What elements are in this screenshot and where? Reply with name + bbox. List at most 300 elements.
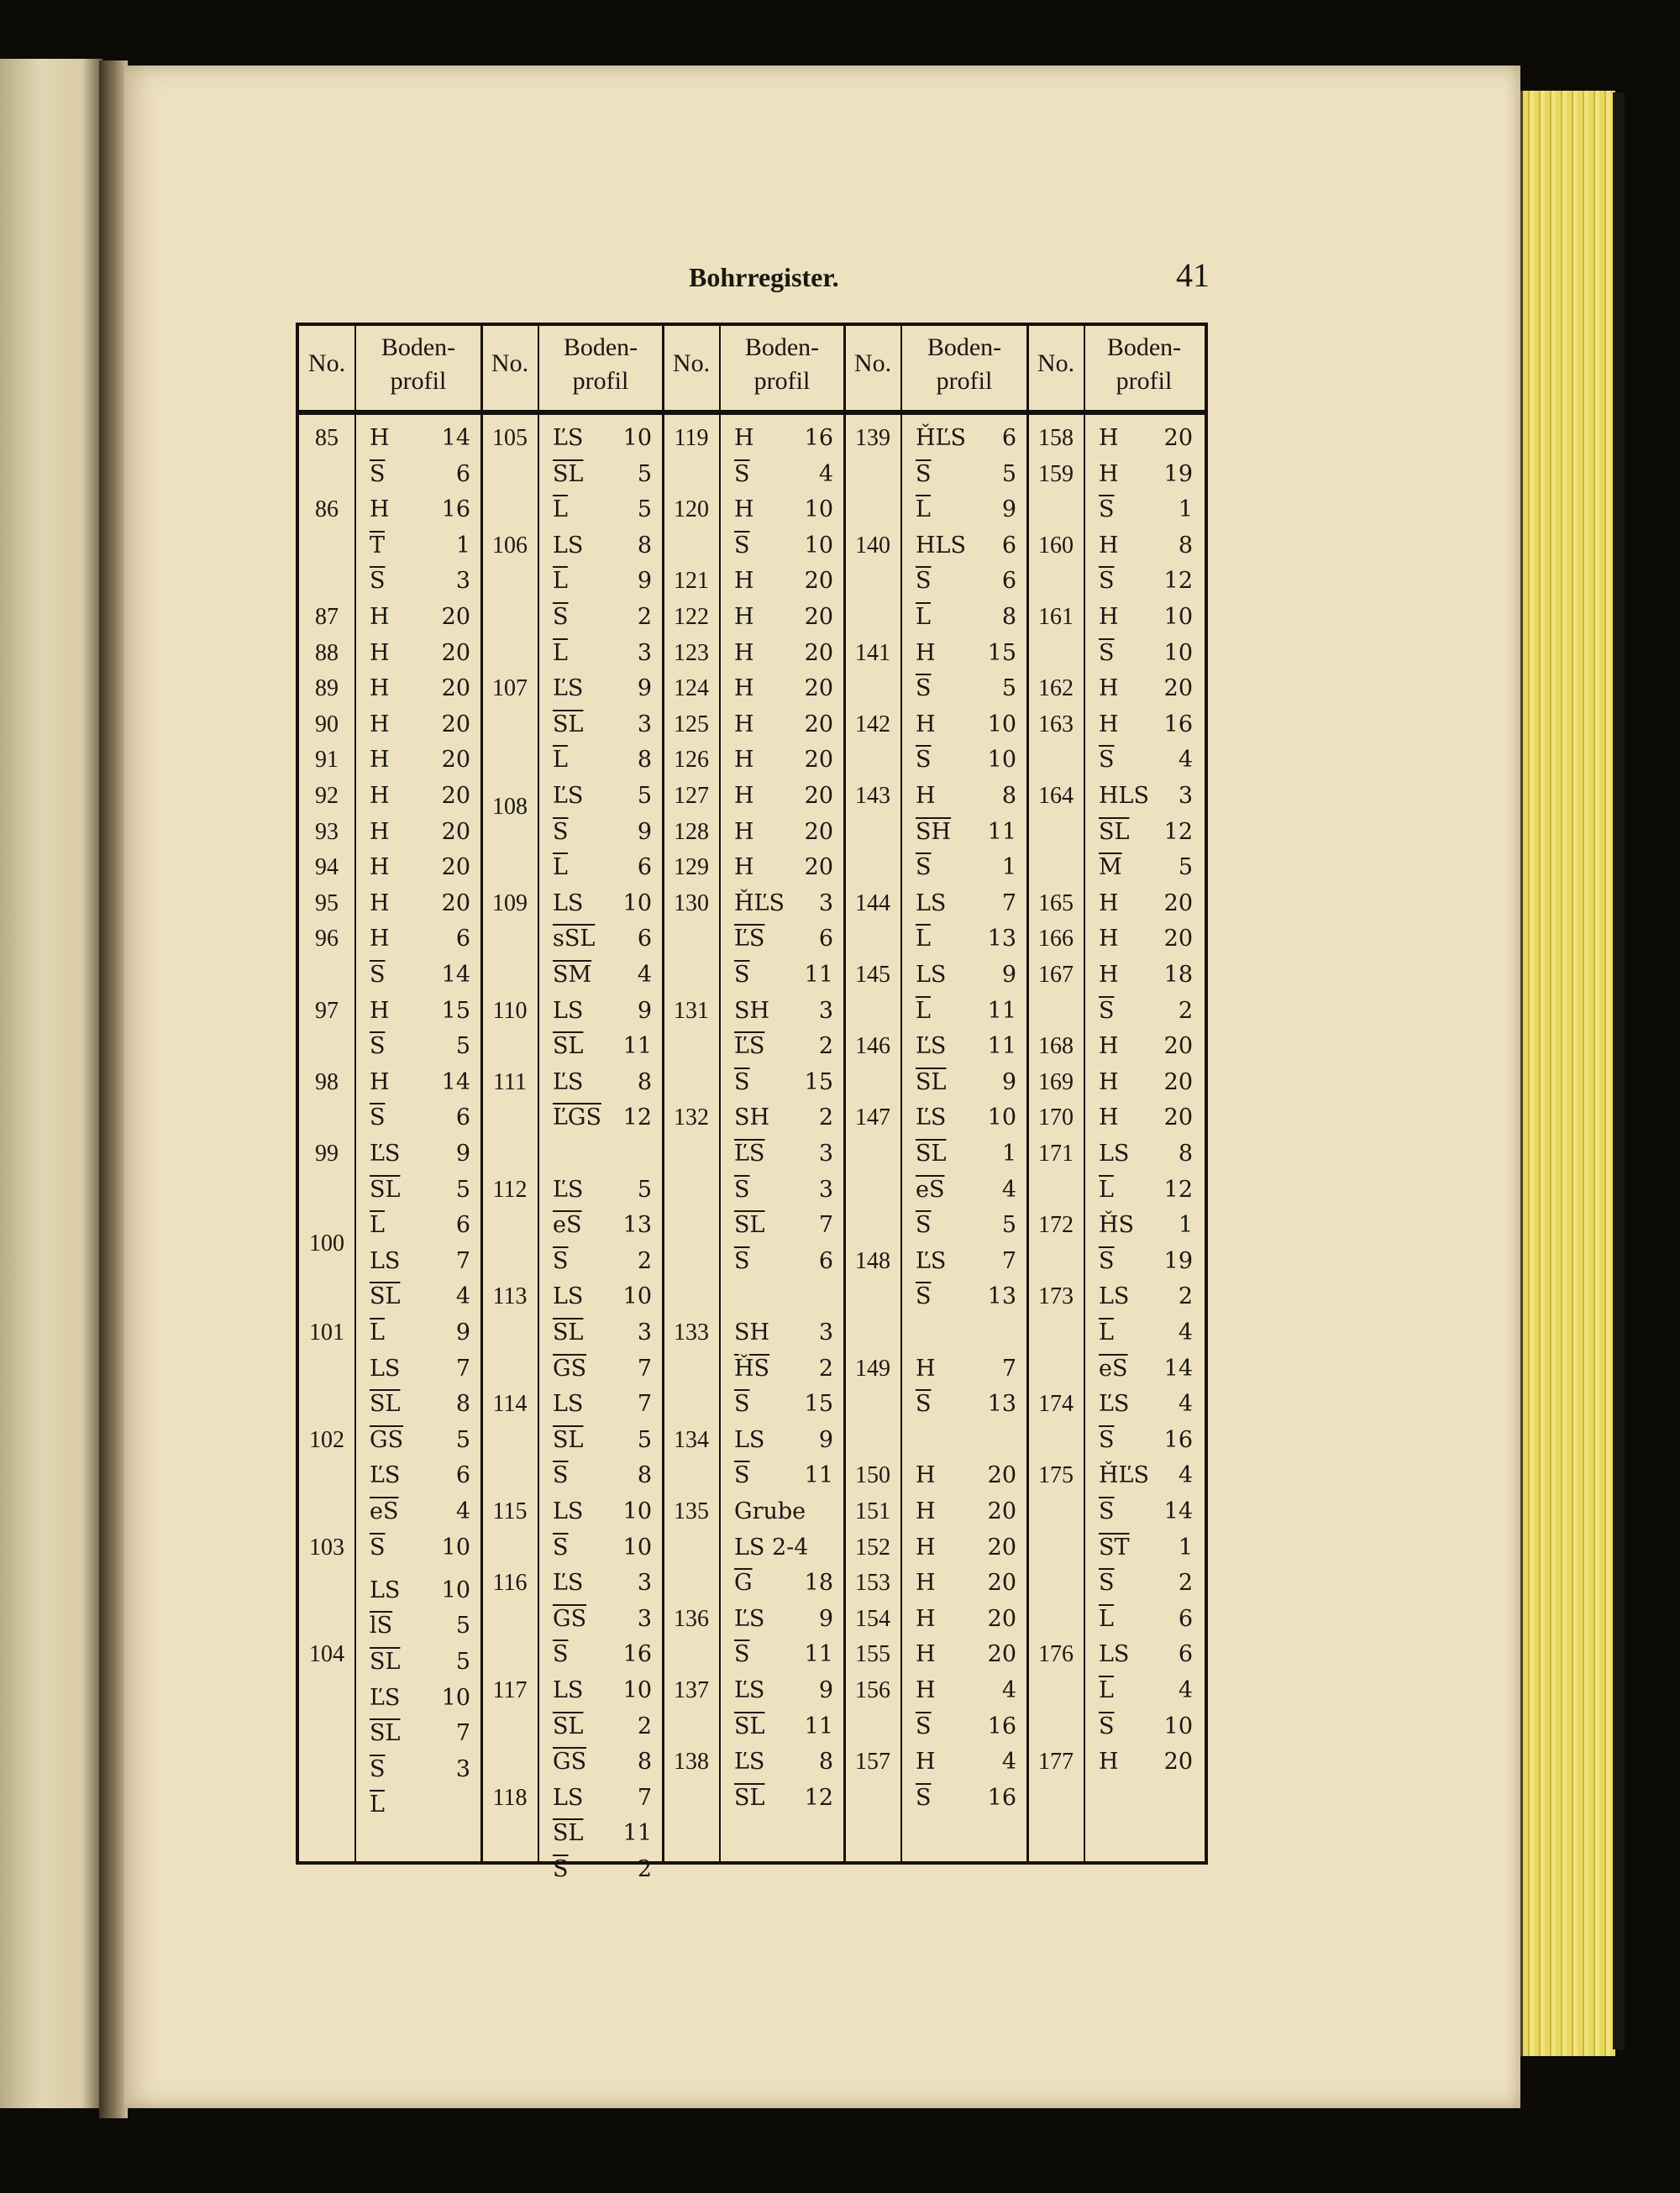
profile-entry <box>719 711 845 738</box>
profile-entry <box>900 819 1028 846</box>
soil-code: $\overline{S}$ <box>370 962 386 988</box>
profile-entry <box>354 1535 482 1561</box>
depth-value: 5 <box>455 1033 470 1060</box>
profile-entry <box>900 604 1028 631</box>
boring-number: 108 <box>492 793 528 820</box>
depth-value: 20 <box>1163 889 1193 916</box>
boring-number: 160 <box>1038 532 1074 559</box>
depth-value: 8 <box>1001 604 1016 630</box>
profile-entry <box>719 747 845 774</box>
soil-code: $\overline{S}$ <box>734 1641 750 1668</box>
boring-number: 157 <box>855 1749 890 1776</box>
boring-number: 125 <box>674 711 709 737</box>
soil-code: $\overline{SL}$ <box>370 1391 401 1418</box>
profile-entry <box>538 854 664 881</box>
soil-code: $\overline{SL}$ <box>1099 818 1130 845</box>
soil-code: SH <box>734 997 770 1024</box>
boring-number: 92 <box>315 783 339 809</box>
boring-number: 114 <box>492 1391 528 1418</box>
profile-entry <box>538 533 664 559</box>
profile-entry <box>538 568 664 595</box>
depth-value: 20 <box>1163 926 1193 952</box>
depth-value: 9 <box>637 675 652 702</box>
depth-value: 20 <box>804 568 833 595</box>
depth-value: 15 <box>987 639 1016 666</box>
soil-code: $\overline{S}$ <box>916 1391 932 1418</box>
depth-value: 9 <box>455 1141 470 1167</box>
soil-code: LS <box>553 997 584 1024</box>
soil-code: HLS <box>916 532 966 559</box>
profile-column-4 <box>900 326 1028 1861</box>
depth-value: 3 <box>637 711 652 737</box>
profile-entry <box>538 1356 664 1382</box>
profile-entry <box>900 1104 1028 1131</box>
soil-code: H <box>734 818 754 845</box>
group-rule <box>480 326 483 1861</box>
depth-value: 3 <box>637 1605 652 1632</box>
depth-value: 20 <box>441 818 470 845</box>
boring-number: 161 <box>1038 604 1074 630</box>
profile-entry <box>354 496 482 523</box>
boring-number: 130 <box>674 889 709 916</box>
header-line-2: profil <box>390 367 447 395</box>
soil-code: H <box>1099 926 1119 952</box>
depth-value: 7 <box>637 1784 652 1811</box>
depth-value: 10 <box>622 1283 652 1310</box>
soil-code: ĽS <box>370 1462 401 1489</box>
profile-entry <box>1084 1677 1205 1704</box>
depth-value: 6 <box>1001 568 1016 595</box>
depth-value: 7 <box>637 1355 652 1382</box>
soil-code: $\overline{SL}$ <box>734 1212 765 1239</box>
depth-value: 1 <box>1001 1141 1016 1167</box>
boring-number: 153 <box>855 1570 890 1597</box>
depth-value: 3 <box>637 1570 652 1597</box>
depth-value: 3 <box>818 889 833 916</box>
boring-number: 143 <box>855 783 890 809</box>
depth-value: 5 <box>637 496 652 523</box>
soil-code: $\overline{S}$ <box>553 1462 569 1489</box>
profile-entry <box>1084 1069 1205 1096</box>
soil-code: $\overline{S}$ <box>553 818 569 845</box>
no-column-1 <box>299 326 354 1861</box>
depth-value: 1 <box>1178 1212 1193 1239</box>
profile-entry <box>354 1033 482 1060</box>
profile-entry <box>538 819 664 846</box>
profile-column-1 <box>354 326 482 1861</box>
boring-number: 121 <box>674 568 709 595</box>
soil-code: $\overline{L}$ <box>553 854 568 881</box>
depth-value: 8 <box>1001 783 1016 809</box>
soil-code: $\overline{GS}$ <box>553 1355 587 1382</box>
boring-number: 147 <box>855 1104 890 1131</box>
soil-code: ȞĽS <box>1099 1462 1149 1489</box>
soil-code: $\overline{S}$ <box>916 675 932 702</box>
profile-entry <box>354 1248 482 1275</box>
depth-value: 5 <box>637 783 652 809</box>
soil-code: $\overline{SL}$ <box>370 1283 401 1310</box>
soil-code: LS <box>1099 1641 1130 1668</box>
boring-number: 131 <box>674 997 709 1024</box>
depth-value: 11 <box>987 818 1016 845</box>
profile-entry <box>719 568 845 595</box>
depth-value: 10 <box>1163 604 1193 630</box>
header-bodenprofil <box>719 331 845 398</box>
profile-entry <box>1084 425 1205 452</box>
profile-entry <box>354 1613 482 1640</box>
profile-entry <box>354 533 482 559</box>
soil-code: $\overline{SL}$ <box>370 1720 401 1747</box>
profile-entry <box>900 1713 1028 1740</box>
boring-number: 118 <box>492 1784 528 1811</box>
soil-code: $\overline{S}$ <box>916 854 932 881</box>
depth-value: 20 <box>1163 675 1193 702</box>
soil-code: $\overline{L}$ <box>916 926 931 952</box>
soil-code: $\overline{L}$ <box>1099 1176 1114 1203</box>
soil-code: $\overline{S}$ <box>916 1784 932 1811</box>
soil-code: $\overline{SL}$ <box>916 1068 947 1095</box>
profile-entry <box>900 1356 1028 1382</box>
depth-value: 18 <box>804 1570 833 1597</box>
profile-entry <box>354 1577 482 1604</box>
profile-entry <box>1084 1391 1205 1418</box>
boring-number: 109 <box>492 889 528 916</box>
depth-value: 18 <box>1163 962 1193 988</box>
profile-entry <box>719 1177 845 1204</box>
depth-value: 2 <box>818 1033 833 1060</box>
profile-entry <box>900 1785 1028 1812</box>
depth-value: 10 <box>441 1534 470 1561</box>
soil-code: H <box>916 639 936 666</box>
profile-entry <box>354 425 482 452</box>
depth-value: 13 <box>987 1283 1016 1310</box>
soil-code: $\overline{M}$ <box>1099 854 1122 881</box>
soil-code: $\overline{L}$ <box>553 639 568 666</box>
depth-value: 20 <box>804 747 833 774</box>
boring-number: 99 <box>315 1141 339 1167</box>
soil-code: $\overline{S}$ <box>916 747 932 774</box>
soil-code: H <box>370 854 390 881</box>
depth-value: 20 <box>987 1570 1016 1597</box>
boring-number: 115 <box>492 1498 528 1524</box>
depth-value: 8 <box>637 747 652 774</box>
soil-code: $\overline{SL}$ <box>553 1426 584 1453</box>
depth-value: 2 <box>818 1355 833 1382</box>
soil-code: HLS <box>1099 783 1149 809</box>
profile-entry <box>1084 1570 1205 1597</box>
boring-number: 128 <box>674 818 709 845</box>
profile-entry <box>538 1427 664 1454</box>
boring-number: 101 <box>309 1319 344 1346</box>
soil-code: H <box>734 568 754 595</box>
depth-value: 20 <box>804 783 833 809</box>
inner-rule <box>538 326 539 1861</box>
depth-value: 20 <box>1163 1749 1193 1776</box>
profile-entry <box>900 1535 1028 1561</box>
soil-code: $\overline{S}$ <box>916 1713 932 1739</box>
header-no: No. <box>1037 349 1075 377</box>
soil-code: LS <box>553 1498 584 1524</box>
soil-code: ĽS <box>370 1141 401 1167</box>
depth-value: 12 <box>1163 1176 1193 1203</box>
soil-code: H <box>734 639 754 666</box>
no-column-2 <box>482 326 538 1861</box>
profile-entry <box>900 675 1028 702</box>
soil-code: $\overline{sSL}$ <box>553 926 596 952</box>
boring-number: 155 <box>855 1641 890 1668</box>
depth-value: 19 <box>1163 1247 1193 1274</box>
soil-code: $\overline{S}$ <box>553 1534 569 1561</box>
boring-number: 140 <box>855 532 890 559</box>
profile-entry <box>719 1319 845 1346</box>
depth-value: 7 <box>1001 889 1016 916</box>
depth-value: 5 <box>455 1426 470 1453</box>
boring-number: 149 <box>855 1355 890 1382</box>
soil-code: $\overline{ST}$ <box>1099 1534 1130 1561</box>
soil-code: ĽS <box>553 1176 584 1203</box>
depth-value: 15 <box>804 1391 833 1418</box>
profile-entry <box>719 1104 845 1131</box>
depth-value: 10 <box>441 1577 470 1603</box>
soil-code: H <box>916 1641 936 1668</box>
depth-value: 6 <box>455 1462 470 1489</box>
soil-code: H <box>370 496 390 523</box>
boring-number: 145 <box>855 962 890 988</box>
profile-entry <box>354 1177 482 1204</box>
depth-value: 20 <box>441 783 470 809</box>
depth-value: 6 <box>818 1247 833 1274</box>
boring-number: 152 <box>855 1534 890 1561</box>
depth-value: 16 <box>441 496 470 523</box>
soil-code: $\overline{SL}$ <box>370 1176 401 1203</box>
depth-value: 3 <box>637 639 652 666</box>
soil-code: LS <box>370 1355 401 1382</box>
profile-entry <box>1084 1356 1205 1382</box>
depth-value: 14 <box>441 962 470 988</box>
boring-number: 87 <box>315 604 339 630</box>
soil-code: LS <box>1099 1283 1130 1310</box>
soil-code: $\overline{S}$ <box>1099 1247 1115 1274</box>
boring-number: 127 <box>674 783 709 809</box>
soil-code: $\overline{eS}$ <box>916 1176 945 1203</box>
profile-entry <box>354 1283 482 1310</box>
depth-value: 2 <box>637 1713 652 1739</box>
header-bodenprofil <box>354 331 482 398</box>
boring-number: 117 <box>492 1677 528 1703</box>
profile-entry <box>538 1856 664 1883</box>
boring-number: 175 <box>1038 1462 1074 1489</box>
soil-code: $\overline{SL}$ <box>553 1033 584 1060</box>
profile-entry <box>1084 998 1205 1025</box>
depth-value: 16 <box>804 425 833 451</box>
profile-entry <box>719 1248 845 1275</box>
profile-entry <box>719 819 845 846</box>
soil-code: $\overline{SM}$ <box>553 962 592 988</box>
depth-value: 4 <box>1001 1176 1016 1203</box>
soil-code: H <box>370 889 390 916</box>
soil-code: $\overline{S}$ <box>734 1068 750 1095</box>
profile-entry <box>354 1212 482 1239</box>
boring-number: 129 <box>674 854 709 881</box>
profile-column-2 <box>538 326 664 1882</box>
soil-code: $\overline{L}$ <box>916 604 931 630</box>
profile-entry <box>900 1749 1028 1776</box>
profile-entry <box>538 783 664 810</box>
depth-value: 20 <box>987 1462 1016 1489</box>
soil-code: ĽS <box>553 675 584 702</box>
depth-value: 16 <box>987 1784 1016 1811</box>
soil-code: ĽS <box>1099 1391 1130 1418</box>
soil-code: H <box>734 854 754 881</box>
depth-value: 10 <box>622 1677 652 1703</box>
profile-entry <box>1084 1248 1205 1275</box>
profile-entry <box>719 533 845 559</box>
soil-code: ȞĽS <box>916 425 966 451</box>
soil-code: H <box>1099 425 1119 451</box>
depth-value: 20 <box>987 1534 1016 1561</box>
profile-entry <box>538 1248 664 1275</box>
boring-number: 124 <box>674 675 709 702</box>
depth-value: 12 <box>1163 818 1193 845</box>
soil-code: $\overline{ĽS}$ <box>734 1033 765 1060</box>
soil-code: H <box>916 1749 936 1776</box>
profile-entry <box>354 926 482 952</box>
profile-entry <box>354 711 482 738</box>
boring-number: 88 <box>315 639 339 666</box>
profile-entry <box>354 675 482 702</box>
depth-value: 13 <box>622 1212 652 1239</box>
profile-entry <box>354 1391 482 1418</box>
soil-code: ȞĽS <box>734 889 785 916</box>
soil-code: H <box>370 711 390 737</box>
soil-code: $\overline{SL}$ <box>553 1820 584 1847</box>
profile-entry <box>538 496 664 523</box>
profile-entry <box>1084 1535 1205 1561</box>
header-line-2: profil <box>753 367 811 395</box>
boring-number: 176 <box>1038 1641 1074 1668</box>
profile-entry <box>1084 783 1205 810</box>
depth-value: 20 <box>1163 1068 1193 1095</box>
profile-entry <box>719 604 845 631</box>
depth-value: 9 <box>1001 962 1016 988</box>
soil-code: SH <box>734 1104 770 1131</box>
profile-entry <box>719 783 845 810</box>
profile-entry <box>538 747 664 774</box>
boring-number: 95 <box>315 889 339 916</box>
profile-entry <box>900 1248 1028 1275</box>
no-column-5 <box>1028 326 1084 1861</box>
depth-value: 11 <box>987 997 1016 1024</box>
soil-code: $\overline{S}$ <box>553 1856 569 1882</box>
soil-code: $\overline{SL}$ <box>916 1141 947 1167</box>
profile-entry <box>538 1104 664 1131</box>
profile-entry <box>900 1069 1028 1096</box>
profile-entry <box>900 1462 1028 1489</box>
profile-entry <box>719 1606 845 1633</box>
depth-value: 1 <box>1178 496 1193 523</box>
depth-value: 2 <box>637 1247 652 1274</box>
soil-code: H <box>916 1534 936 1561</box>
profile-entry <box>538 1677 664 1704</box>
soil-code: H <box>734 496 754 523</box>
profile-entry <box>354 1104 482 1131</box>
soil-code: $\overline{S}$ <box>734 962 750 988</box>
depth-value: 20 <box>1163 1104 1193 1131</box>
profile-entry <box>900 1177 1028 1204</box>
profile-entry <box>1084 747 1205 774</box>
soil-code: $\overline{eS}$ <box>553 1212 582 1239</box>
depth-value: 9 <box>1001 1068 1016 1095</box>
profile-entry <box>354 962 482 989</box>
boring-number: 133 <box>674 1319 709 1346</box>
soil-code: $\overline{S}$ <box>370 460 386 487</box>
depth-value: 7 <box>455 1247 470 1274</box>
depth-value: 14 <box>1163 1355 1193 1382</box>
profile-entry <box>538 1177 664 1204</box>
profile-entry <box>900 1283 1028 1310</box>
profile-entry <box>354 998 482 1025</box>
boring-number: 165 <box>1038 889 1074 916</box>
boring-number: 105 <box>492 425 528 451</box>
profile-entry <box>538 1749 664 1776</box>
soil-code: H <box>370 818 390 845</box>
boring-number: 154 <box>855 1605 890 1632</box>
profile-entry <box>1084 1462 1205 1489</box>
depth-value: 10 <box>804 496 833 523</box>
soil-code: ĽS <box>916 1104 947 1131</box>
profile-entry <box>900 425 1028 452</box>
profile-entry <box>719 1641 845 1668</box>
depth-value: 8 <box>455 1391 470 1418</box>
depth-value: 20 <box>1163 1033 1193 1060</box>
soil-code: $\overline{L}$ <box>1099 1319 1114 1346</box>
header-no: No. <box>672 349 711 377</box>
depth-value: 20 <box>441 854 470 881</box>
depth-value: 5 <box>455 1176 470 1203</box>
soil-code: $\overline{L}$ <box>370 1212 385 1239</box>
depth-value: 11 <box>804 1462 833 1489</box>
boring-number: 169 <box>1038 1068 1074 1095</box>
profile-entry <box>538 1785 664 1812</box>
profile-entry <box>719 998 845 1025</box>
soil-code: H <box>1099 962 1119 988</box>
profile-entry <box>900 747 1028 774</box>
soil-code: H <box>916 783 936 809</box>
depth-value: 4 <box>637 962 652 988</box>
depth-value: 3 <box>818 1176 833 1203</box>
profile-entry <box>538 711 664 738</box>
soil-code: H <box>1099 1104 1119 1131</box>
profile-entry <box>354 1649 482 1676</box>
soil-code: $\overline{S}$ <box>1099 1713 1115 1739</box>
depth-value: 3 <box>1178 783 1193 809</box>
depth-value: 3 <box>818 1141 833 1167</box>
profile-entry <box>1084 640 1205 667</box>
depth-value: 4 <box>818 460 833 487</box>
boring-number: 123 <box>674 639 709 666</box>
profile-entry <box>354 1319 482 1346</box>
depth-value: 3 <box>818 1319 833 1346</box>
depth-value: 8 <box>637 1462 652 1489</box>
boring-number: 151 <box>855 1498 890 1524</box>
profile-entry <box>719 1498 845 1525</box>
soil-code: H <box>370 675 390 702</box>
profile-entry <box>354 461 482 488</box>
soil-code: $\overline{S}$ <box>370 568 386 595</box>
header-line-1: Boden- <box>381 333 456 361</box>
soil-code: $\overline{S}$ <box>734 460 750 487</box>
profile-entry <box>538 1283 664 1310</box>
